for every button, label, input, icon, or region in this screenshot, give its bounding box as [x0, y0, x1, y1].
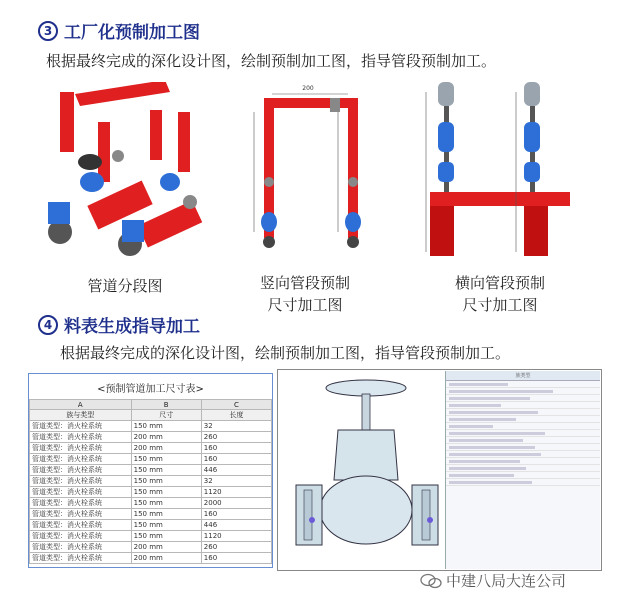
- cell: 160: [201, 553, 271, 564]
- cell: 管道类型：消火栓系统: [30, 454, 132, 465]
- section4-desc: 根据最终完成的深化设计图，绘制预制加工图，指导管段预制加工。: [60, 344, 511, 362]
- cell: 1120: [201, 487, 271, 498]
- material-table-title: <预制管道加工尺寸表>: [97, 384, 204, 395]
- material-table: [28, 373, 273, 568]
- section4-number: 4: [38, 315, 58, 335]
- cell: 150 mm: [131, 509, 201, 520]
- table-row: [30, 498, 272, 509]
- cell: 管道类型：消火栓系统: [30, 443, 132, 454]
- cell: 32: [201, 421, 271, 432]
- caption-pipe-segment: 管道分段图: [87, 277, 163, 295]
- col-header-size: 尺寸: [131, 410, 201, 421]
- prop-row[interactable]: [446, 465, 600, 472]
- prop-row[interactable]: [446, 458, 600, 465]
- section4-heading: [38, 312, 200, 337]
- cell: 160: [201, 443, 271, 454]
- table-row: [30, 421, 272, 432]
- wechat-icon: [420, 573, 442, 589]
- section3-desc: 根据最终完成的深化设计图，绘制预制加工图，指导管段预制加工。: [46, 52, 497, 70]
- table-row: [30, 553, 272, 564]
- cell: 150 mm: [131, 476, 201, 487]
- cell: 150 mm: [131, 531, 201, 542]
- prop-row[interactable]: [446, 409, 600, 416]
- caption-vertical-line1: 竖向管段预制: [259, 274, 350, 292]
- col-header-length: 长度: [201, 410, 271, 421]
- cell: 200 mm: [131, 432, 201, 443]
- cell: 160: [201, 454, 271, 465]
- properties-panel-header: 族类型: [446, 371, 600, 381]
- cell: 200 mm: [131, 542, 201, 553]
- col-letter-c: C: [201, 400, 271, 410]
- cell: 160: [201, 509, 271, 520]
- material-table-grid: [29, 399, 272, 564]
- table-row: [30, 542, 272, 553]
- properties-panel: [445, 371, 600, 569]
- cell: 管道类型：消火栓系统: [30, 509, 132, 520]
- prop-row[interactable]: [446, 416, 600, 423]
- section3-title: 工厂化预制加工图: [64, 23, 200, 43]
- section4-title: 料表生成指导加工: [64, 317, 200, 337]
- cell: 150 mm: [131, 498, 201, 509]
- prop-row[interactable]: [446, 388, 600, 395]
- prop-row[interactable]: [446, 479, 600, 486]
- caption-vertical: [235, 272, 375, 316]
- cell: 管道类型：消火栓系统: [30, 531, 132, 542]
- cell: 2000: [201, 498, 271, 509]
- prop-row[interactable]: [446, 444, 600, 451]
- table-row: [30, 509, 272, 520]
- pipe-segment-illustration: [30, 82, 210, 262]
- table-row: [30, 531, 272, 542]
- cell: 管道类型：消火栓系统: [30, 465, 132, 476]
- section3-number: 3: [38, 21, 58, 41]
- cell: 150 mm: [131, 487, 201, 498]
- caption-vertical-line2: 尺寸加工图: [267, 296, 343, 314]
- horizontal-pipe-drawing: [420, 82, 580, 262]
- cell: 管道类型：消火栓系统: [30, 487, 132, 498]
- table-row: [30, 520, 272, 531]
- cell: 260: [201, 432, 271, 443]
- cell: 150 mm: [131, 465, 201, 476]
- cell: 管道类型：消火栓系统: [30, 498, 132, 509]
- cell: 150 mm: [131, 454, 201, 465]
- col-letter-a: A: [30, 400, 132, 410]
- cell: 150 mm: [131, 520, 201, 531]
- prop-row[interactable]: [446, 423, 600, 430]
- cell: 管道类型：消火栓系统: [30, 421, 132, 432]
- cell: 管道类型：消火栓系统: [30, 476, 132, 487]
- table-row: [30, 487, 272, 498]
- table-row: [30, 476, 272, 487]
- section3-heading: [38, 18, 200, 43]
- prop-row[interactable]: [446, 395, 600, 402]
- cell: 446: [201, 465, 271, 476]
- cell: 200 mm: [131, 553, 201, 564]
- caption-horizontal: [430, 272, 570, 316]
- col-letter-b: B: [131, 400, 201, 410]
- prop-row[interactable]: [446, 472, 600, 479]
- vertical-pipe-drawing: [230, 82, 390, 262]
- watermark-text: 中建八局大连公司: [446, 572, 567, 590]
- table-row: [30, 432, 272, 443]
- watermark: [420, 570, 566, 591]
- cell: 管道类型：消火栓系统: [30, 542, 132, 553]
- cell: 446: [201, 520, 271, 531]
- prop-row[interactable]: [446, 381, 600, 388]
- table-row: [30, 443, 272, 454]
- caption-horizontal-line2: 尺寸加工图: [462, 296, 538, 314]
- prop-row[interactable]: [446, 402, 600, 409]
- col-header-family-type: 族与类型: [30, 410, 132, 421]
- prop-row[interactable]: [446, 451, 600, 458]
- caption-horizontal-line1: 横向管段预制: [454, 274, 545, 292]
- prop-row[interactable]: [446, 430, 600, 437]
- table-row: [30, 454, 272, 465]
- cell: 200 mm: [131, 443, 201, 454]
- cell: 1120: [201, 531, 271, 542]
- table-row: [30, 465, 272, 476]
- dim-top-label: 200: [302, 85, 314, 92]
- cell: 管道类型：消火栓系统: [30, 520, 132, 531]
- cell: 260: [201, 542, 271, 553]
- valve-3d-model: [278, 370, 446, 570]
- cell: 管道类型：消火栓系统: [30, 432, 132, 443]
- cell: 管道类型：消火栓系统: [30, 553, 132, 564]
- prop-row[interactable]: [446, 437, 600, 444]
- cell: 150 mm: [131, 421, 201, 432]
- cell: 32: [201, 476, 271, 487]
